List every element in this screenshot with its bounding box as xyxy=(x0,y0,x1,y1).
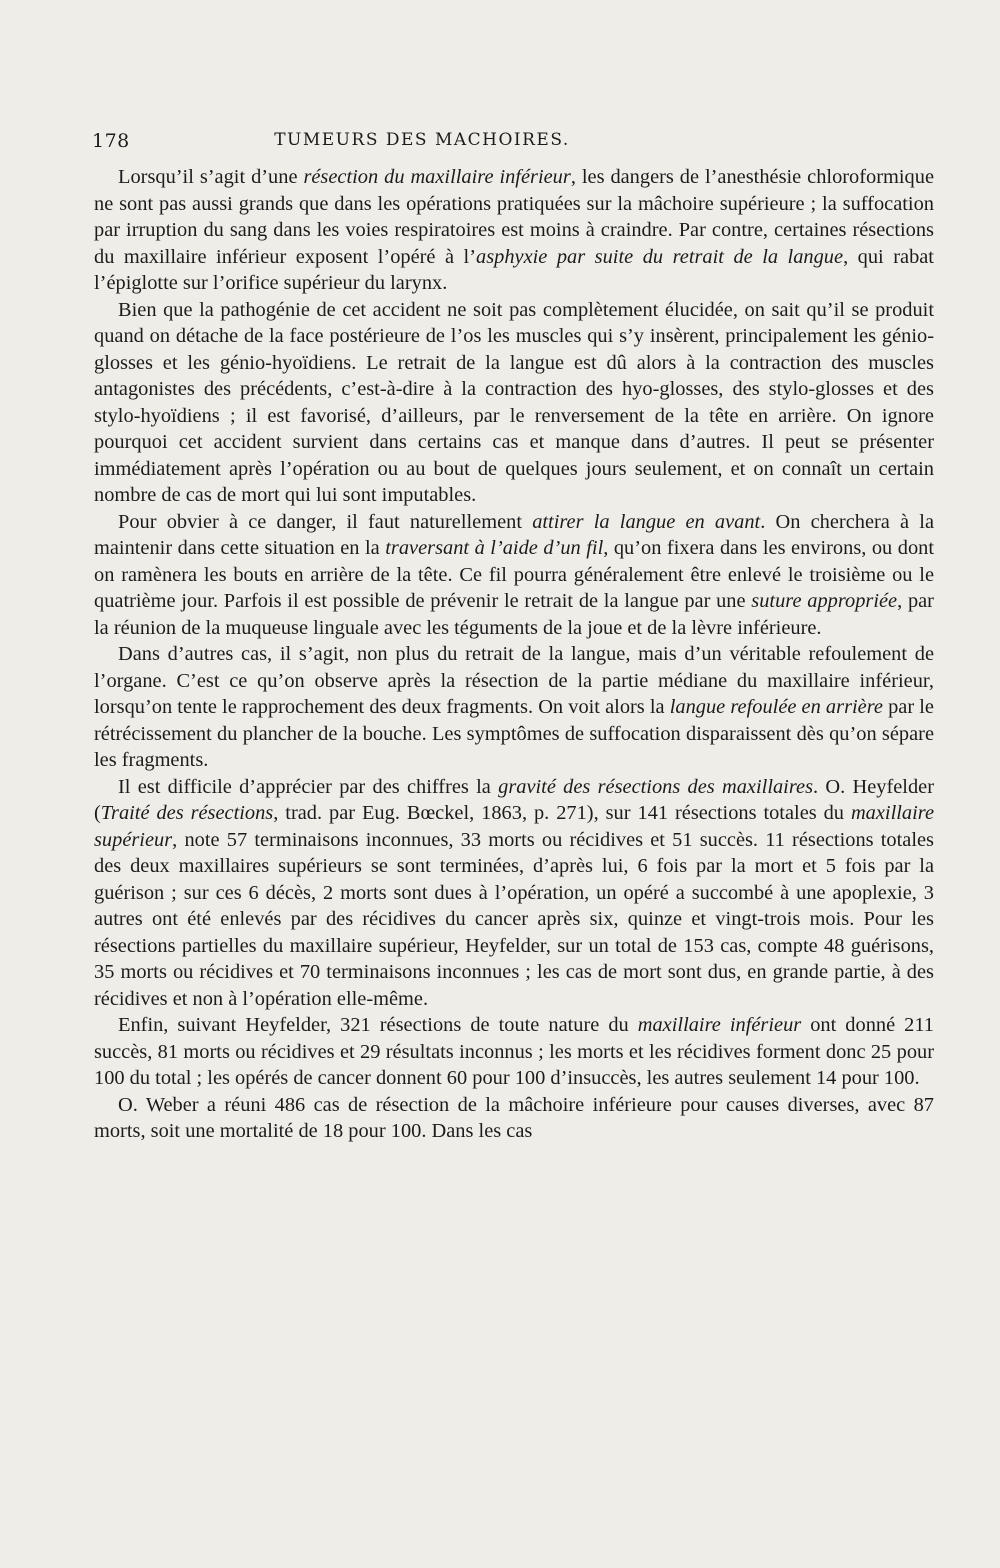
paragraph-6 xyxy=(94,1012,934,1092)
text-run: Il est difficile d’apprécier par des chiffres la xyxy=(118,775,499,798)
text-run: , trad. par Eug. Bœckel, 1863, p. 271), sur 141 résections totales du xyxy=(273,802,851,824)
text-run: , par la réunion de la muqueuse linguale avec les téguments de la joue et de la lèvre inférieure. xyxy=(94,590,934,639)
text-run: par le rétrécissement du plancher de la bouche. Les symptômes de suffocation disparaissent dès qu’on sépare les fragments. xyxy=(94,696,934,771)
paragraph-2 xyxy=(94,297,934,509)
italic-run: traversant à l’aide d’un fil xyxy=(385,537,604,559)
page-number: 178 xyxy=(92,130,130,152)
text-run: Pour obvier à ce danger, il faut naturellement xyxy=(118,510,533,533)
text-run: Bien que la pathogénie de cet accident ne soit pas complètement élucidée, on sait qu’il se produit quand on détache de la face postérieure de l’os les muscles qui s’y insèrent, principalement les génio-glosses et les génio-hyoïdiens. Le retrait de la langue est dû alors à la contraction des muscles antagonistes des précédents, c’est-à-dire à la contraction des hyo-glosses, des stylo-glosses et des stylo-hyoïdiens ; il est favorisé, d’ailleurs, par le renversement de la tête en arrière. On ignore pourquoi cet accident survient dans certains cas et manque dans d’autres. Il peut se présenter immédiatement après l’opération ou au bout de quelques jours seulement, et on connaît un certain nombre de cas de mort qui lui sont imputables. xyxy=(94,298,934,506)
italic-run: asphyxie par suite du retrait de la langue xyxy=(476,245,844,268)
text-run: ont donné 211 succès, 81 morts ou récidives et 29 résultats inconnus ; les morts et les récidives forment donc 25 pour 100 du total ; les opérés de cancer donnent 60 pour 100 d’insuccès, les autres seulement 14 pour 100. xyxy=(94,1014,934,1089)
paragraph-5 xyxy=(94,774,934,1013)
text-run: , qui rabat l’épiglotte sur l’orifice supérieur du larynx. xyxy=(94,245,934,294)
italic-run: résection du maxillaire inférieur xyxy=(303,166,571,188)
italic-run: maxillaire inférieur xyxy=(637,1014,802,1036)
running-title: TUMEURS DES MACHOIRES. xyxy=(274,130,570,150)
italic-run: langue refoulée en arrière xyxy=(669,696,883,718)
running-head xyxy=(92,130,932,156)
text-run: Dans d’autres cas, il s’agit, non plus du retrait de la langue, mais d’un véritable refoulement de l’organe. C’est ce qu’on observe après la résection de la partie médiane du maxillaire inférieur, lorsqu’on tente le rapprochement des deux fragments. On voit alors la xyxy=(94,643,934,718)
italic-run: attirer la langue en avant xyxy=(532,510,761,533)
italic-run: Traité des résections xyxy=(100,802,274,824)
text-run: , note 57 terminaisons inconnues, 33 morts ou récidives et 51 succès. 11 résections totales des deux maxillaires supérieurs se sont terminées, d’après lui, 6 fois par la mort et 5 fois par la guérison ; sur ces 6 décès, 2 morts sont dues à l’opération, un opéré a succombé à une apoplexie, 3 autres ont été enlevés par des récidives du cancer après six, quinze et vingt-trois mois. Pour les résections partielles du maxillaire supérieur, Heyfelder, sur un total de 153 cas, compte 48 guérisons, 35 morts ou récidives et 70 terminaisons inconnues ; les cas de mort sont dus, en grande partie, à des récidives et non à l’opération elle-même. xyxy=(94,828,934,1010)
text-run: . O. Heyfelder ( xyxy=(94,775,934,824)
text-run: , les dangers de l’anesthésie chloroformique ne sont pas aussi grands que dans les opérations pratiquées sur la mâchoire supérieure ; la suffocation par irruption du sang dans les voies respiratoires est moins à craindre. Par contre, certaines résections du maxillaire inférieur exposent l’opéré à l’ xyxy=(94,166,934,268)
italic-run: maxillaire supérieur xyxy=(94,802,934,851)
text-run: Enfin, suivant Heyfelder, 321 résections de toute nature du xyxy=(118,1014,638,1036)
italic-run: suture appropriée xyxy=(751,590,898,612)
text-run: , qu’on fixera dans les environs, ou dont on ramènera les bouts en arrière de la tête. Ce fil pourra généralement être enlevé le troisième ou le quatrième jour. Parfois il est possible de prévenir le retrait de la langue par une xyxy=(94,537,935,612)
text-run: Lorsqu’il s’agit d’une xyxy=(118,166,304,188)
italic-run: gravité des résections des maxillaires xyxy=(498,775,814,798)
paragraph-4 xyxy=(94,641,934,774)
paragraph-1 xyxy=(94,164,934,297)
body-text xyxy=(94,164,934,1145)
text-run: O. Weber a réuni 486 cas de résection de la mâchoire inférieure pour causes diverses, avec 87 morts, soit une mortalité de 18 pour 100. Dans les cas xyxy=(94,1093,934,1142)
text-run: . On cherchera à la maintenir dans cette situation en la xyxy=(94,510,934,559)
paragraph-7 xyxy=(94,1092,934,1145)
paragraph-3 xyxy=(94,509,934,642)
